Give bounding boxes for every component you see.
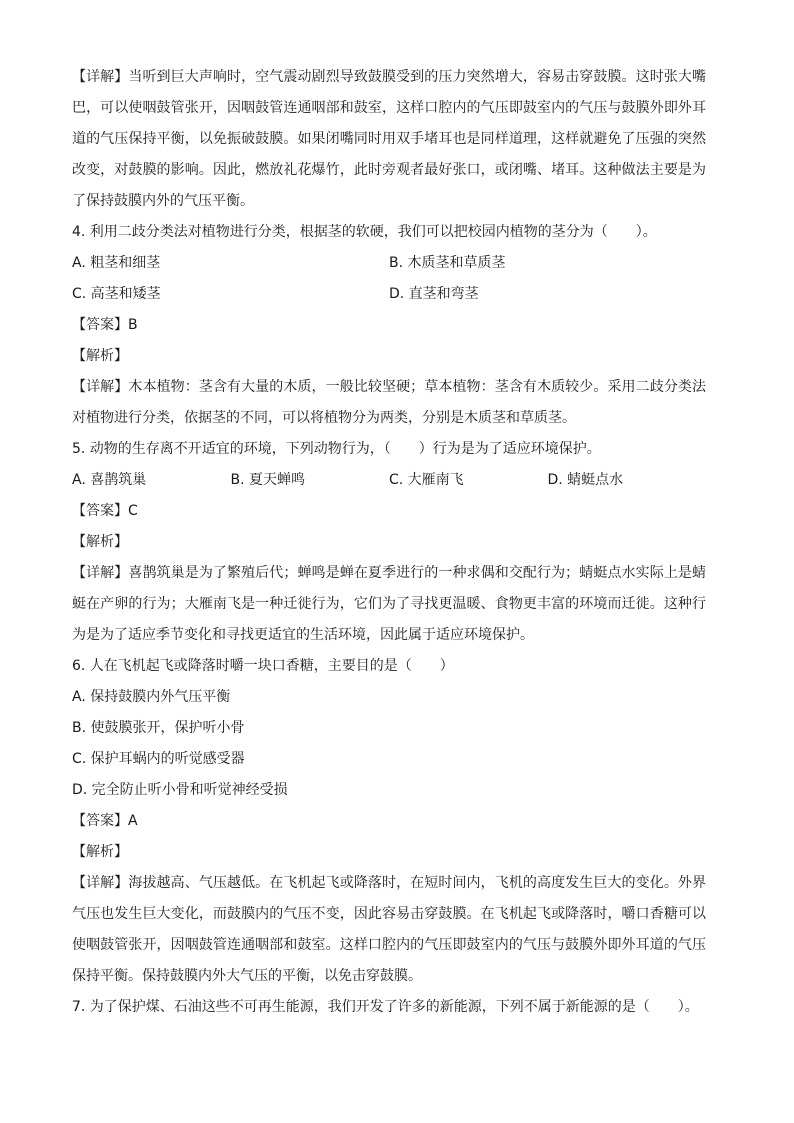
q5-options — [72, 465, 706, 496]
q4-options-row-1 — [72, 248, 706, 279]
q6-answer: 【答案】A — [72, 813, 138, 829]
q4-stem: 4. 利用二歧分类法对植物进行分类，根据茎的软硬，我们可以把校园内植物的茎分为（ ）。 — [72, 224, 657, 240]
q5-detail: 【详解】喜鹊筑巢是为了繁殖后代；蝉鸣是蝉在夏季进行的一种求偶和交配行为；蜻蜓点水实际上是蜻蜓在产卵的行为；大雁南飞是一种迁徙行为，它们为了寻找更温暖、食物更丰富的环境而迁徙。这种行为是为了适应季节变化和寻找更适宜的生活环境，因此属于适应环境保护。 — [72, 565, 706, 643]
q4-option-d: D. 直茎和弯茎 — [389, 286, 479, 302]
q6-detail: 【详解】海拔越高、气压越低。在飞机起飞或降落时，在短时间内，飞机的高度发生巨大的变化。外界气压也发生巨大变化，而鼓膜内的气压不变，因此容易击穿鼓膜。在飞机起飞或降落时，嚼口香糖可以使咽鼓管张开，因咽鼓管连通咽部和鼓室。这样口腔内的气压即鼓室内的气压与鼓膜外即外耳道的气压保持平衡。保持鼓膜内外大气压的平衡，以免击穿鼓膜。 — [72, 875, 706, 984]
q6-stem: 6. 人在飞机起飞或降落时嚼一块口香糖，主要目的是（ ） — [72, 658, 454, 674]
q5-option-c: C. 大雁南飞 — [389, 472, 464, 488]
q4-analysis: 【解析】 — [72, 348, 128, 364]
q5-stem: 5. 动物的生存离不开适宜的环境，下列动物行为，（ ）行为是为了适应环境保护。 — [72, 441, 601, 457]
q5-option-a: A. 喜鹊筑巢 — [72, 472, 147, 488]
q6-analysis: 【解析】 — [72, 844, 128, 860]
q4-detail: 【详解】木本植物：茎含有大量的木质，一般比较坚硬；草本植物：茎含有木质较少。采用二歧分类法对植物进行分类，依据茎的不同，可以将植物分为两类，分别是木质茎和草质茎。 — [72, 379, 706, 426]
q4-options-row-2 — [72, 279, 706, 310]
q4-option-a: A. 粗茎和细茎 — [72, 255, 161, 271]
q6-option-b: B. 使鼓膜张开，保护听小骨 — [72, 720, 245, 736]
q6-option-a: A. 保持鼓膜内外气压平衡 — [72, 689, 231, 705]
q6-option-c: C. 保护耳蜗内的听觉感受器 — [72, 751, 245, 767]
q4-option-c: C. 高茎和矮茎 — [72, 286, 161, 302]
q5-answer: 【答案】C — [72, 503, 138, 519]
q6-option-d: D. 完全防止听小骨和听觉神经受损 — [72, 782, 288, 798]
q5-option-d: D. 蜻蜓点水 — [547, 472, 624, 488]
q3-detail: 【详解】当听到巨大声响时，空气震动剧烈导致鼓膜受到的压力突然增大，容易击穿鼓膜。这时张大嘴巴，可以使咽鼓管张开，因咽鼓管连通咽部和鼓室，这样口腔内的气压即鼓室内的气压与鼓膜外即外耳道的气压保持平衡，以免振破鼓膜。如果闭嘴同时用双手堵耳也是同样道理，这样就避免了压强的突然改变，对鼓膜的影响。因此，燃放礼花爆竹，此时旁观者最好张口，或闭嘴、堵耳。这种做法主要是为了保持鼓膜内外的气压平衡。 — [72, 69, 706, 209]
q4-option-b: B. 木质茎和草质茎 — [389, 255, 506, 271]
q7-stem: 7. 为了保护煤、石油这些不可再生能源，我们开发了许多的新能源，下列不属于新能源的是（ ）。 — [72, 999, 699, 1015]
q5-option-b: B. 夏天蝉鸣 — [230, 472, 306, 488]
q5-analysis: 【解析】 — [72, 534, 128, 550]
q4-answer: 【答案】B — [72, 317, 138, 333]
